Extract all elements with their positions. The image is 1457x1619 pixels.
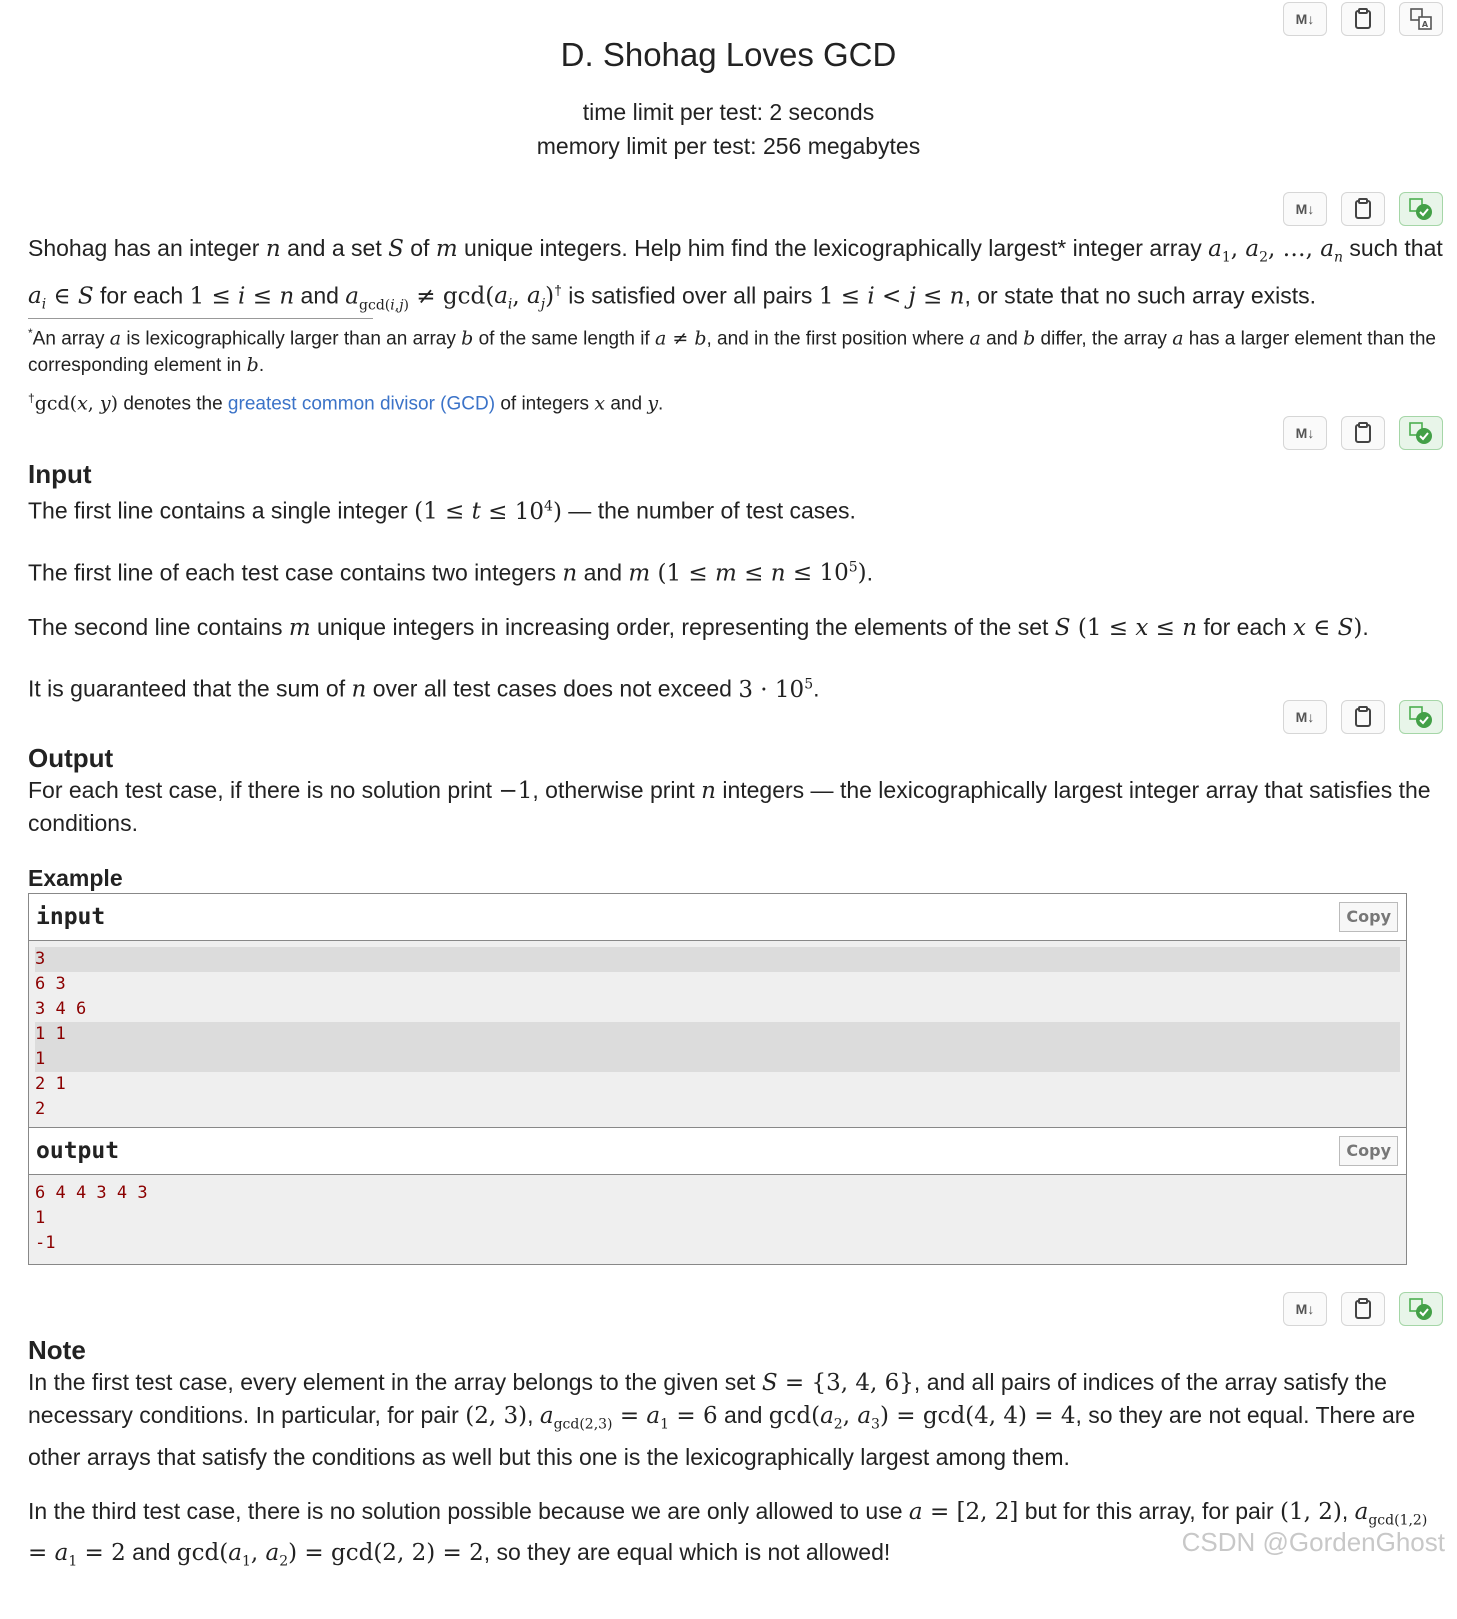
note-toolbar (1283, 1292, 1443, 1326)
markdown-icon: M↓ (1295, 201, 1315, 217)
translate-done-button[interactable] (1399, 192, 1443, 226)
translate-check-icon (1408, 420, 1434, 446)
output-paragraph: For each test case, if there is no solution print −1, otherwise print n integers — the lexicographically largest integer array that satisfies the conditions. (28, 777, 1431, 836)
copy-clipboard-button[interactable] (1341, 2, 1385, 36)
markdown-button[interactable] (1283, 416, 1327, 450)
translate-done-button[interactable] (1399, 700, 1443, 734)
statement-paragraph: Shohag has an integer n and a set S of m unique integers. Help him find the lexicographically largest* integer array $a_1$, $a_2$, …, $a_n$ such that $a_i$ ∈ S for each 1 ≤ i ≤ n and $a_{gcd(i,j)} \ne \gcd(a_i$, $a_j)^\dagger$ is satisfied over all pairs 1 ≤ i < j ≤ n, or state that no such array exists. (28, 235, 1443, 313)
translate-button[interactable] (1399, 2, 1443, 36)
example-output-header (29, 1128, 1406, 1175)
output-line: 1 (35, 1208, 46, 1228)
copy-clipboard-button[interactable] (1341, 1292, 1385, 1326)
svg-text:A: A (1421, 20, 1429, 29)
example-input-box (28, 893, 1407, 1129)
markdown-icon: M↓ (1295, 1301, 1315, 1317)
translate-icon (1409, 7, 1433, 31)
output-toolbar (1283, 700, 1443, 734)
input-paragraph-2: The first line of each test case contains two integers n and m $(1 \le m \le n \le 10^5)$. (28, 559, 874, 587)
input-label: input (36, 904, 106, 930)
translate-done-button[interactable] (1399, 1292, 1443, 1326)
input-line: 3 4 6 (35, 999, 87, 1019)
copy-clipboard-button[interactable] (1341, 700, 1385, 734)
input-paragraph-1: The first line contains a single integer $(1 \le t \le 10^4)$ — the number of test cases. (28, 497, 856, 525)
clipboard-icon (1353, 198, 1373, 220)
example-heading: Example (28, 865, 123, 891)
translate-check-icon (1408, 1296, 1434, 1322)
markdown-icon: M↓ (1295, 11, 1315, 27)
example-input-header (29, 894, 1406, 941)
copy-clipboard-button[interactable] (1341, 192, 1385, 226)
footnotes (28, 320, 1443, 418)
output-section (28, 742, 1443, 839)
statement-toolbar (1283, 192, 1443, 226)
example-input-body (29, 941, 1406, 1128)
input-heading: Input (28, 459, 92, 489)
example-output-box (28, 1127, 1407, 1265)
markdown-icon: M↓ (1295, 709, 1315, 725)
output-heading: Output (28, 743, 114, 773)
copy-output-button[interactable]: Copy (1339, 1136, 1398, 1166)
input-line: 1 1 (35, 1022, 1400, 1047)
translate-done-button[interactable] (1399, 416, 1443, 450)
footnote-divider (28, 318, 373, 319)
note-heading: Note (28, 1335, 86, 1365)
markdown-icon: M↓ (1295, 425, 1315, 441)
translate-check-icon (1408, 196, 1434, 222)
input-line: 6 3 (35, 974, 66, 994)
gcd-link[interactable]: greatest common divisor (GCD) (227, 393, 496, 415)
output-line: -1 (35, 1233, 56, 1253)
title-toolbar (1283, 2, 1443, 36)
clipboard-icon (1353, 706, 1373, 728)
input-toolbar (1283, 416, 1443, 450)
input-line: 2 1 (35, 1074, 66, 1094)
clipboard-icon (1353, 8, 1373, 30)
time-limit: time limit per test: 2 seconds (582, 99, 875, 125)
example-output-body (29, 1175, 1406, 1264)
note-paragraph-1: In the first test case, every element in the array belongs to the given set S = {3, 4, 6}, and all pairs of indices of the array satisfy the necessary conditions. In particular, for pair (2, 3), $a_{gcd(2,3)} = a_1 = 6$ and $\gcd(a_2$, $a_3) = \gcd(4$, 4) = 4, so they are not equal. There are other arrays that satisfy the conditions as well but this one is the lexicographically largest among them. (28, 1369, 1416, 1470)
copy-input-button[interactable]: Copy (1339, 902, 1398, 932)
problem-title: D. Shohag Loves GCD (560, 36, 897, 73)
note-paragraph-2: In the third test case, there is no solution possible because we are only allowed to use a = [2, 2] but for this array, for pair (1, 2), $a_{gcd(1,2)} = a_1 = 2$ and $\gcd(a_1$, $a_2) = \gcd(2$, 2) = 2, so they are equal which is not allowed! (28, 1497, 1428, 1570)
markdown-button[interactable] (1283, 1292, 1327, 1326)
footnote-lexicographic: *An array a is lexicographically larger than an array b of the same length if a ≠ b, and in the first position where a and b differ, the array a has a larger element than the corresponding element in b. (28, 326, 1436, 377)
input-line: 1 (35, 1047, 1400, 1072)
memory-limit: memory limit per test: 256 megabytes (536, 133, 921, 159)
markdown-button[interactable] (1283, 192, 1327, 226)
input-paragraph-3: The second line contains m unique integers in increasing order, representing the elements of the set S (1 ≤ x ≤ n for each x ∈ S). (28, 614, 1369, 642)
footnote-gcd: †gcd(x, y) denotes the greatest common divisor (GCD) of integers x and y. (28, 391, 664, 415)
markdown-button[interactable] (1283, 2, 1327, 36)
clipboard-icon (1353, 422, 1373, 444)
input-line: 2 (35, 1099, 46, 1119)
clipboard-icon (1353, 1298, 1373, 1320)
copy-clipboard-button[interactable] (1341, 416, 1385, 450)
markdown-button[interactable] (1283, 700, 1327, 734)
output-line: 6 4 4 3 4 3 (35, 1183, 148, 1203)
translate-check-icon (1408, 704, 1434, 730)
input-section (28, 458, 1443, 706)
watermark: CSDN @GordenGhost (1181, 1527, 1445, 1557)
statement (28, 232, 1443, 321)
input-line: 3 (35, 947, 1400, 972)
limits (0, 95, 1457, 163)
output-label: output (36, 1138, 120, 1164)
input-paragraph-4: It is guaranteed that the sum of n over all test cases does not exceed $3 \cdot 10^5$. (28, 675, 820, 703)
